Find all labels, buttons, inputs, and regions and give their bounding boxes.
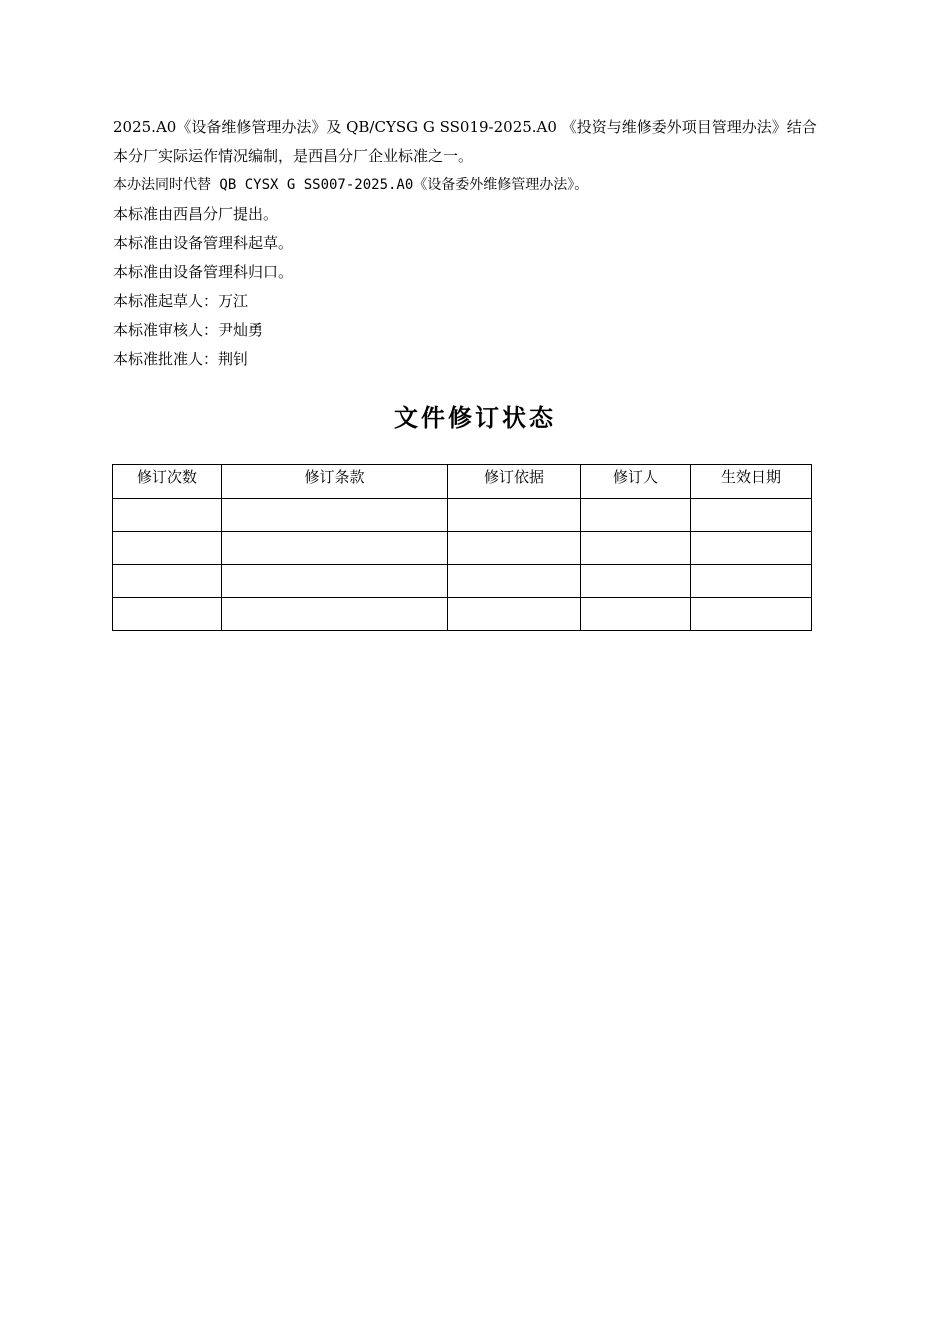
table-cell [448, 598, 581, 631]
column-header-reviser: 修订人 [581, 465, 691, 499]
table-cell [222, 598, 448, 631]
foreword-line: 本标准由设备管理科归口。 [113, 263, 294, 281]
table-cell [581, 565, 691, 598]
foreword-line: 本办法同时代替 QB CYSX G SS007-2025.A0《设备委外维修管理办法》。 [113, 177, 589, 193]
foreword-line: 本分厂实际运作情况编制，是西昌分厂企业标准之一。 [113, 147, 474, 165]
table-cell [222, 532, 448, 565]
table-cell [691, 598, 812, 631]
table-cell [113, 499, 222, 532]
table-header-row [113, 465, 812, 499]
table-row [113, 499, 812, 532]
table-row [113, 565, 812, 598]
table-cell [222, 499, 448, 532]
table-cell [581, 499, 691, 532]
foreword-line: 本标准由设备管理科起草。 [113, 234, 294, 252]
column-header-revision-number: 修订次数 [113, 465, 222, 499]
foreword-text [113, 113, 873, 374]
column-header-revision-basis: 修订依据 [448, 465, 581, 499]
table-cell [448, 532, 581, 565]
table-cell [691, 499, 812, 532]
foreword-line: 2025.A0《设备维修管理办法》及 QB/CYSG G SS019-2025.A0 《投资与维修委外项目管理办法》结合 [113, 118, 817, 136]
table-row [113, 598, 812, 631]
table-row [113, 532, 812, 565]
table-cell [581, 598, 691, 631]
column-header-revised-clause: 修订条款 [222, 465, 448, 499]
table-cell [113, 532, 222, 565]
table-cell [448, 499, 581, 532]
table-cell [222, 565, 448, 598]
revision-status-title: 文件修订状态 [394, 404, 556, 432]
table-cell [113, 598, 222, 631]
table-cell [448, 565, 581, 598]
column-header-effective-date: 生效日期 [691, 465, 812, 499]
foreword-line: 本标准审核人：尹灿勇 [113, 321, 264, 339]
foreword-line: 本标准由西昌分厂提出。 [113, 205, 279, 223]
foreword-line: 本标准批准人：荆钊 [113, 350, 249, 368]
foreword-line: 本标准起草人：万江 [113, 292, 249, 310]
table-cell [581, 532, 691, 565]
revision-status-table [112, 464, 812, 631]
table-cell [691, 532, 812, 565]
table-cell [113, 565, 222, 598]
table-cell [691, 565, 812, 598]
